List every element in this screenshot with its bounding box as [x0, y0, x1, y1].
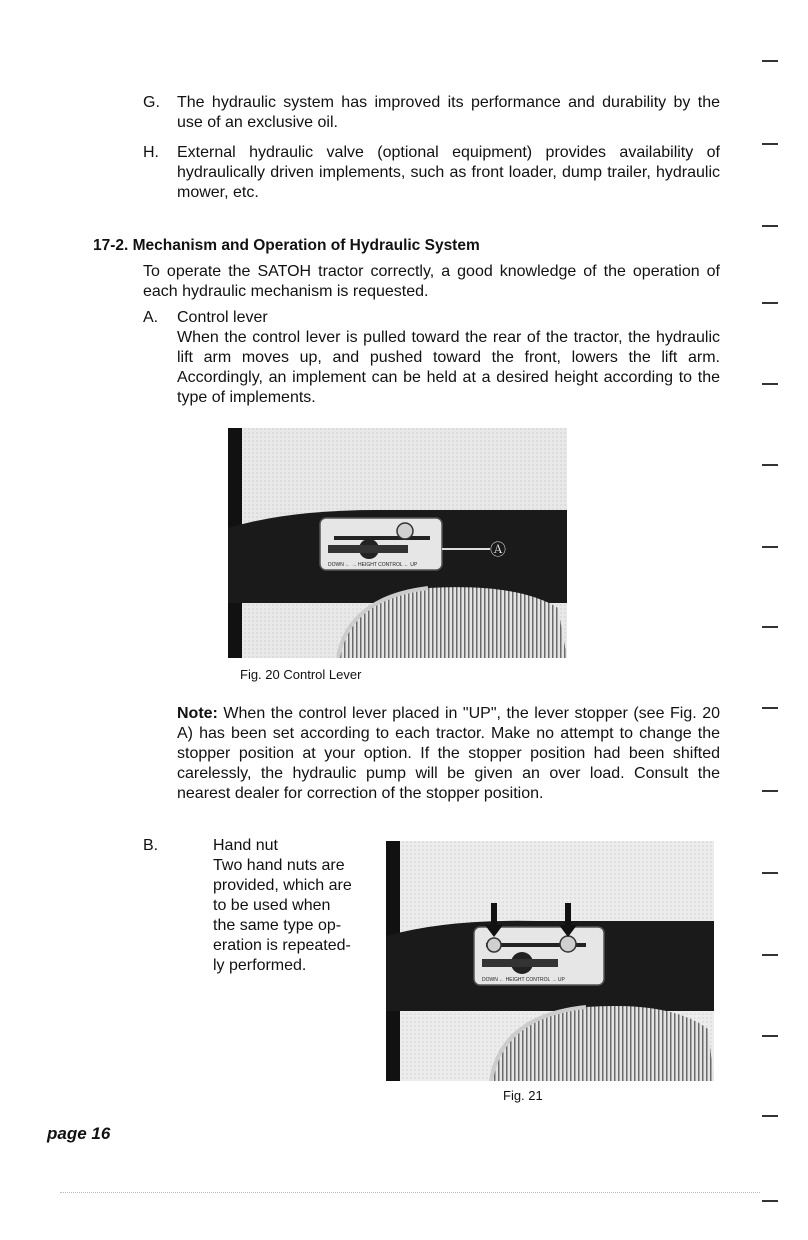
fig20-illustration: [228, 428, 567, 658]
hand-nut-title: Hand nut: [213, 837, 278, 854]
item-h-text: External hydraulic valve (optional equipment) provides availability of hydraulically driven implements, such as front loader, dump trailer, hydraulic mower, etc.: [177, 144, 720, 201]
margin-mark: [762, 872, 778, 874]
margin-mark: [762, 302, 778, 304]
hand-nut-line: eration is repeated-: [213, 937, 351, 954]
fig21-photo: [386, 841, 714, 1081]
fig21-plate-text: DOWN ← HEIGHT CONTROL → UP: [482, 977, 565, 983]
margin-mark: [762, 383, 778, 385]
item-g-text: The hydraulic system has improved its performance and durability by the use of an exclusive oil.: [177, 94, 720, 131]
fig20-callout-a: Ⓐ: [490, 540, 507, 559]
fig20-caption: Fig. 20 Control Lever: [240, 667, 362, 682]
note-label: Note:: [177, 705, 218, 722]
fig20-plate-text: DOWN ← → HEIGHT CONTROL ← UP: [328, 562, 418, 568]
margin-mark: [762, 546, 778, 548]
margin-mark: [762, 60, 778, 62]
margin-mark: [762, 143, 778, 145]
section-intro: To operate the SATOH tractor correctly, a good knowledge of the operation of each hydraulic mechanism is requested.: [143, 263, 720, 300]
page-number: page 16: [47, 1124, 111, 1143]
control-lever-title: Control lever: [177, 309, 268, 326]
hand-nut-line: to be used when: [213, 897, 331, 914]
hand-nut-line: ly performed.: [213, 957, 307, 974]
hand-nut-line: Two hand nuts are: [213, 857, 345, 874]
fig21-illustration: [386, 841, 714, 1081]
section-heading: 17-2. Mechanism and Operation of Hydraulic System: [93, 237, 480, 254]
item-h-letter: H.: [143, 144, 159, 161]
note-text: When the control lever placed in "UP", the lever stopper (see Fig. 20 A) has been set according to each tractor. Make no attempt to change the stopper position at your option. If the stopper position had been shifted carelessly, the hydraulic pump will be given an over load. Consult the nearest dealer for correction of the stopper position.: [177, 705, 720, 802]
item-a-letter: A.: [143, 309, 159, 326]
item-g-letter: G.: [143, 94, 160, 111]
margin-mark: [762, 1200, 778, 1202]
fig20-photo: [228, 428, 567, 658]
hand-nut-block: [213, 836, 369, 976]
margin-mark: [762, 707, 778, 709]
control-lever-text: When the control lever is pulled toward the rear of the tractor, the hydraulic lift arm moves up, and pushed toward the front, lowers the lift arm. Accordingly, an implement can be held at a desired height according to the type of implements.: [177, 329, 720, 406]
hand-nut-line: the same type op-: [213, 917, 342, 934]
fig21-caption: Fig. 21: [503, 1088, 543, 1103]
margin-mark: [762, 464, 778, 466]
bottom-scan-line: [60, 1192, 760, 1193]
margin-mark: [762, 1035, 778, 1037]
margin-mark: [762, 1115, 778, 1117]
hand-nut-line: provided, which are: [213, 877, 352, 894]
item-b-letter: B.: [143, 837, 159, 854]
margin-mark: [762, 626, 778, 628]
note-paragraph: [177, 704, 720, 804]
margin-mark: [762, 954, 778, 956]
margin-mark: [762, 790, 778, 792]
margin-mark: [762, 225, 778, 227]
